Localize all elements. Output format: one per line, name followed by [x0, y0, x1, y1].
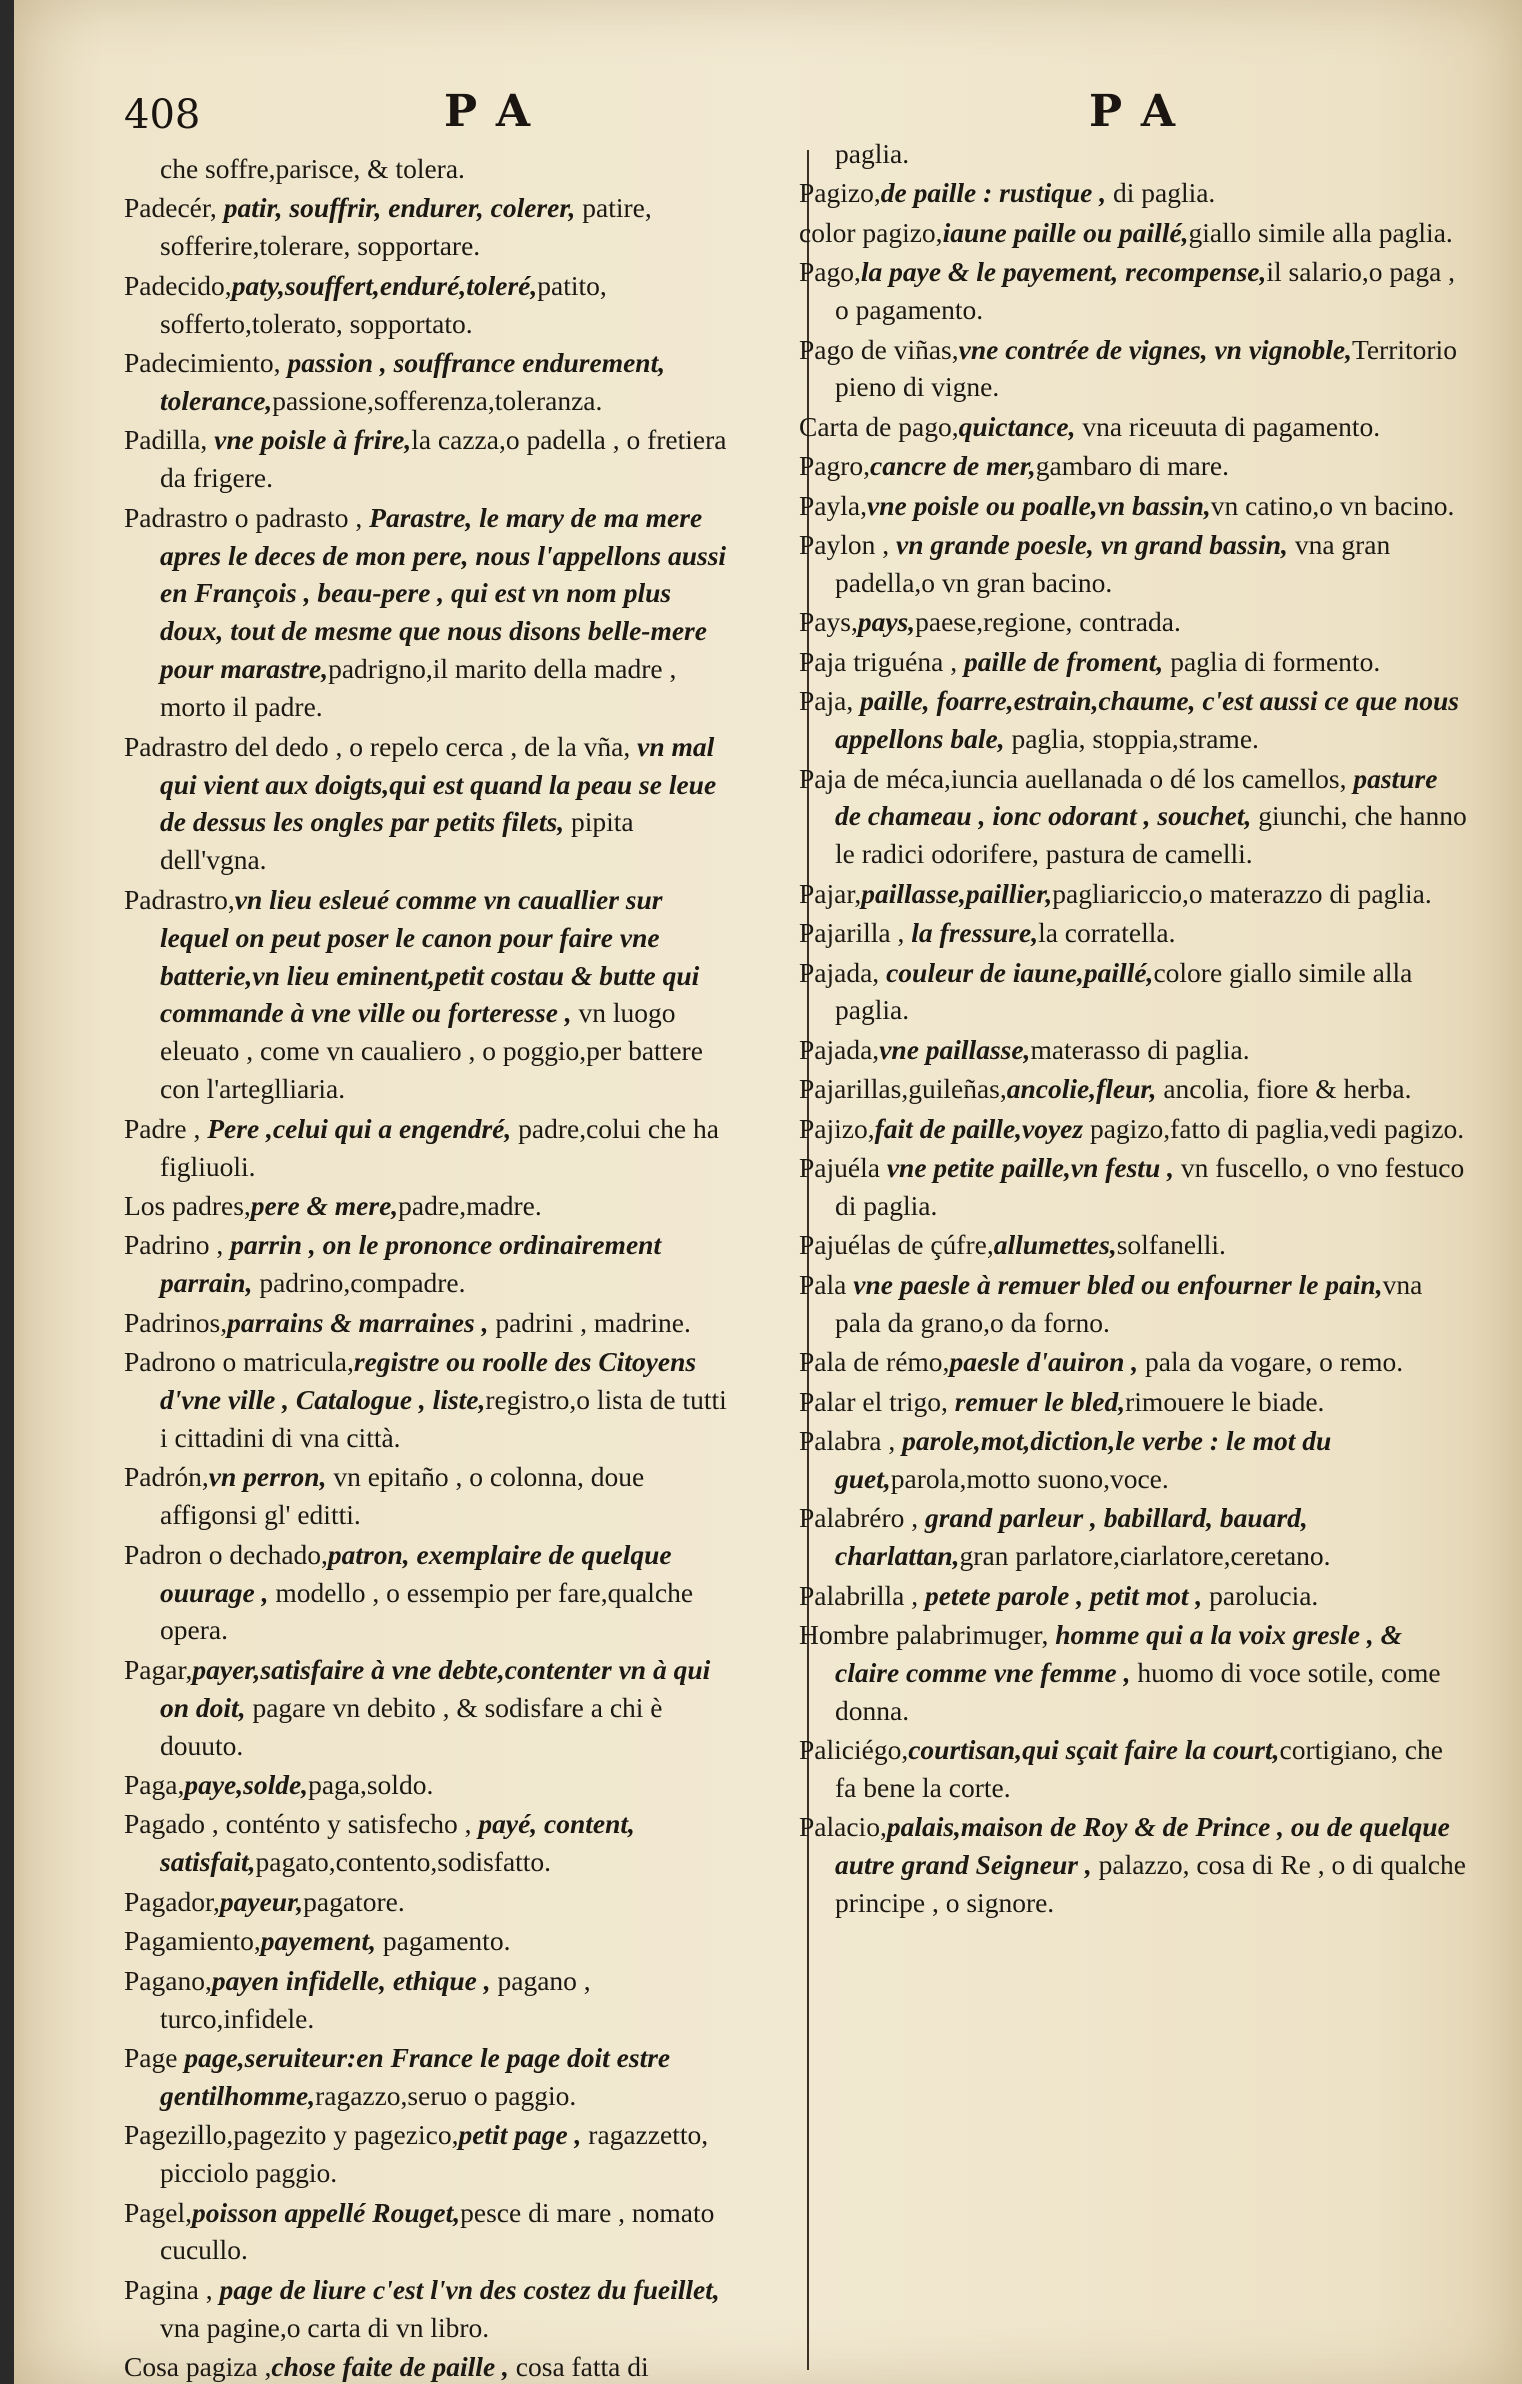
- entry-headword: Pagel,: [124, 2196, 192, 2228]
- entry-italian: pagatore.: [303, 1885, 405, 1917]
- entry-italian: parolucia.: [1209, 1579, 1319, 1611]
- entry-french: chose faite de paille ,: [271, 2351, 516, 2383]
- dictionary-entry: [124, 2116, 729, 2192]
- entry-italian: paglia di formento.: [1170, 645, 1381, 677]
- entry-italian: vna riceuuta di pagamento.: [1082, 410, 1381, 442]
- entry-italian: pala da vogare, o remo.: [1145, 1346, 1404, 1378]
- entry-italian: vn fuscello, o vno festuco di paglia.: [835, 1152, 1465, 1221]
- entry-headword: Pajarilla ,: [799, 917, 912, 949]
- entry-french: homme qui a la voix gresle , & claire comme vne femme ,: [835, 1618, 1403, 1688]
- entry-french: parole,mot,diction,le verbe : le mot du guet,: [835, 1424, 1332, 1494]
- dictionary-entry: [124, 1187, 729, 1225]
- entry-french: vn mal qui vient aux doigts,qui est quand la peau se leue de dessus les ongles par petits filets,: [160, 730, 717, 838]
- dictionary-entry: [799, 1343, 1469, 1381]
- entry-italian: cosa fatta di: [515, 2351, 649, 2383]
- entry-italian: pesce di mare , nomato cucullo.: [160, 2196, 715, 2266]
- entry-french: palais,maison de Roy & de Prince , ou de quelque autre grand Seigneur ,: [835, 1811, 1450, 1881]
- entry-french: paillasse,paillier,: [861, 877, 1053, 909]
- entry-french: patir, souffrir, endurer, colerer,: [223, 192, 583, 224]
- dictionary-entry: [799, 253, 1469, 329]
- entry-headword: Paja triguéna ,: [799, 645, 964, 677]
- entry-french: vn grande poesle, vn grand bassin,: [896, 529, 1295, 561]
- dictionary-entry: [799, 174, 1469, 212]
- entry-french: courtisan,qui sçait faire la court,: [908, 1734, 1280, 1766]
- entry-headword: Paga,: [124, 1769, 185, 1801]
- entry-headword: Pagezillo,pagezito y pagezico,: [124, 2119, 459, 2151]
- entry-headword: Paja de méca,iuncia auellanada o dé los camellos,: [799, 762, 1354, 794]
- entry-headword: Payla,: [799, 489, 867, 521]
- entry-headword: Padecido,: [124, 269, 232, 301]
- entry-headword: Pagano,: [124, 1964, 212, 1996]
- entry-french: page,seruiteur:en France le page doit estre gentilhomme,: [160, 2041, 671, 2111]
- dictionary-entry: [799, 643, 1469, 681]
- entry-french: pasture de chameau , ionc odorant , souchet,: [835, 762, 1438, 832]
- entry-french: patron, exemplaire de quelque ouurage ,: [160, 1538, 672, 1608]
- entry-italian: giunchi, che hanno le radici odorifere, pastura de camelli.: [835, 800, 1467, 870]
- dictionary-entry: [124, 1883, 729, 1921]
- dictionary-entry: [799, 875, 1469, 913]
- entry-french: Parastre, le mary de ma mere apres le deces de mon pere, nous l'appellons aussi en François , beau-pere , qui est vn nom plus doux, tout de mesme que nous disons belle-mere pour marastre,: [160, 501, 727, 685]
- dictionary-entry: [124, 344, 729, 420]
- dictionary-entry: [799, 1577, 1469, 1615]
- dictionary-entry: [799, 1731, 1469, 1807]
- dictionary-entry: [124, 1110, 729, 1186]
- dictionary-entry: [124, 1962, 729, 2038]
- entry-italian: palazzo, cosa di Re , o di qualche principe , o signore.: [835, 1849, 1466, 1919]
- entry-italian: vna pala da grano,o da forno.: [835, 1268, 1423, 1338]
- dictionary-entry: [124, 1922, 729, 1960]
- dictionary-entry: [799, 1149, 1469, 1225]
- dictionary-entry: [799, 1031, 1469, 1069]
- entry-italian: ancolia, fiore & herba.: [1163, 1073, 1412, 1105]
- entry-french: payeur,: [219, 1885, 304, 1917]
- dictionary-entry: [799, 682, 1469, 758]
- entry-french: iaune paille ou paillé,: [942, 216, 1189, 248]
- dictionary-entry: [799, 135, 1469, 173]
- entry-french: registre ou roolle des Citoyens d'vne ville , Catalogue , liste,: [160, 1346, 697, 1415]
- entry-headword: Paylon ,: [799, 529, 897, 561]
- entry-italian: Territorio pieno di vigne.: [835, 333, 1457, 403]
- dictionary-entry: [124, 421, 729, 497]
- entry-french: allumettes,: [993, 1229, 1117, 1261]
- entry-french: pays,: [857, 606, 916, 638]
- entry-french: payement,: [260, 1925, 383, 1957]
- entry-french: paye,solde,: [184, 1769, 309, 1801]
- dictionary-entry: [799, 1266, 1469, 1342]
- entry-headword: Pajarillas,guileñas,: [799, 1073, 1007, 1105]
- entry-french: vne paesle à remuer bled ou enfourner le pain,: [853, 1268, 1383, 1300]
- entry-headword: Pala de rémo,: [799, 1346, 950, 1378]
- entry-italian: vn epitaño , o colonna, doue affigonsi gl' editti.: [160, 1461, 645, 1531]
- entry-headword: Padrinos,: [124, 1306, 228, 1338]
- entry-headword: Pajada,: [799, 956, 887, 988]
- entry-headword: Padecimiento,: [124, 347, 288, 379]
- entry-headword: Pajuélas de çúfre,: [799, 1229, 994, 1261]
- entry-headword: Padecér,: [124, 192, 224, 224]
- entry-italian: pagliariccio,o materazzo di paglia.: [1052, 877, 1432, 909]
- dictionary-entry: [124, 1536, 729, 1650]
- entry-italian: patito, sofferto,tolerato, sopportato.: [160, 269, 607, 339]
- entry-headword: Cosa pagiza ,: [124, 2351, 272, 2383]
- entry-italian: la cazza,o padella , o fretiera da frigere.: [160, 424, 727, 494]
- entry-italian: patire, sofferire,tolerare, sopportare.: [160, 192, 652, 262]
- entry-italian: vn luogo eleuato , come vn caualiero , o poggio,per battere con l'arteglliaria.: [160, 997, 703, 1105]
- entry-headword: Pajuéla: [799, 1152, 887, 1184]
- dictionary-entry: [799, 1499, 1469, 1575]
- entry-italian: huomo di voce sotile, come donna.: [835, 1656, 1441, 1726]
- entry-italian: padrino,compadre.: [259, 1267, 466, 1299]
- page-number: 408: [124, 92, 201, 138]
- entry-headword: Pagizo,: [799, 177, 881, 209]
- entry-italian: pagano , turco,infidele.: [160, 1964, 591, 2034]
- entry-italian: paese,regione, contrada.: [915, 606, 1181, 638]
- entry-italian: pagamento.: [382, 1925, 511, 1957]
- entry-french: vn perron,: [208, 1461, 334, 1493]
- entry-italian: rimouere le biade.: [1125, 1385, 1325, 1417]
- dictionary-entry: [124, 1651, 729, 1765]
- entry-italian: padrigno,il marito della madre , morto il padre.: [160, 653, 677, 723]
- dictionary-entry: [799, 447, 1469, 485]
- entry-french: petit page ,: [458, 2119, 589, 2151]
- entry-headword: Pagina ,: [124, 2273, 220, 2305]
- entry-headword: Padrastro,: [124, 883, 235, 915]
- entry-headword: Padrastro del dedo , o repelo cerca , de la vña,: [124, 730, 638, 762]
- entry-headword: Palabréro ,: [799, 1502, 925, 1534]
- dictionary-entry: [124, 189, 729, 265]
- entry-headword: Hombre palabrimuger,: [799, 1618, 1056, 1650]
- entry-headword: Pago de viñas,: [799, 333, 959, 365]
- entry-headword: Pagro,: [799, 450, 871, 482]
- entry-french: ancolie,fleur,: [1006, 1073, 1164, 1105]
- entry-french: vne poisle à frire,: [214, 424, 412, 456]
- entry-french: paille, foarre,estrain,chaume, c'est aussi ce que nous appellons bale,: [835, 685, 1460, 755]
- entry-italian: pagizo,fatto di paglia,vedi pagizo.: [1089, 1112, 1465, 1144]
- entry-french: parrains & marraines ,: [227, 1306, 496, 1338]
- entry-italian: cortigiano, che fa bene la corte.: [835, 1734, 1443, 1804]
- entry-french: payer,satisfaire à vne debte,contenter vn à qui on doit,: [160, 1653, 711, 1723]
- entry-headword: Palabra ,: [799, 1424, 903, 1456]
- entry-italian: registro,o lista de tutti i cittadini di vna città.: [160, 1384, 727, 1453]
- running-head-right: PA: [1089, 86, 1198, 137]
- dictionary-page: [14, 0, 1522, 2384]
- entry-italian: ragazzo,seruo o paggio.: [315, 2079, 577, 2111]
- entry-headword: Palabrilla ,: [799, 1579, 926, 1611]
- running-head-left: PA: [444, 86, 553, 137]
- entry-headword: Pajada,: [799, 1033, 880, 1065]
- entry-french: de paille : rustique ,: [880, 177, 1113, 209]
- entry-headword: Palacio,: [799, 1811, 887, 1843]
- dictionary-entry: [124, 728, 729, 880]
- dictionary-entry: [124, 499, 729, 726]
- entry-french: la paye & le payement, recompense,: [860, 256, 1267, 288]
- entry-french: payé, content, satisfait,: [160, 1808, 635, 1878]
- dictionary-entry: [124, 2271, 729, 2347]
- dictionary-entry: [799, 1070, 1469, 1108]
- dictionary-entry: [124, 1766, 729, 1804]
- dictionary-entry: [124, 2039, 729, 2115]
- entry-french: vne paillasse,: [879, 1033, 1031, 1065]
- dictionary-entry: [799, 1616, 1469, 1730]
- entry-italian: il salario,o paga , o pagamento.: [835, 256, 1456, 326]
- dictionary-entry: [124, 1458, 729, 1534]
- entry-headword: Pagar,: [124, 1653, 193, 1685]
- entry-italian: colore giallo simile alla paglia.: [835, 956, 1413, 1026]
- entry-french: payen infidelle, ethique ,: [211, 1964, 498, 1996]
- entry-french: couleur de iaune,paillé,: [886, 956, 1154, 988]
- entry-headword: Padrino ,: [124, 1229, 231, 1261]
- entry-headword: Pajar,: [799, 877, 862, 909]
- entry-italian: gambaro di mare.: [1035, 450, 1229, 482]
- entry-italian: passione,sofferenza,toleranza.: [272, 384, 603, 416]
- dictionary-entry: [124, 1343, 729, 1457]
- entry-headword: Pagador,: [124, 1885, 220, 1917]
- entry-french: vne petite paille,vn festu ,: [886, 1152, 1181, 1184]
- entry-italian: paglia, stoppia,strame.: [1011, 723, 1259, 755]
- dictionary-entry: [799, 526, 1469, 602]
- entry-french: passion , souffrance endurement, tolerance,: [160, 347, 666, 416]
- entry-italian: di paglia.: [1112, 177, 1216, 209]
- right-column: [799, 135, 1469, 1924]
- entry-italian: ragazzetto, picciolo paggio.: [160, 2119, 709, 2189]
- entry-headword: Pays,: [799, 606, 858, 638]
- entry-french: la fressure,: [911, 917, 1039, 949]
- entry-italian: vn catino,o vn bacino.: [1210, 489, 1455, 521]
- dictionary-entry: [799, 954, 1469, 1030]
- entry-italian: materasso di paglia.: [1030, 1033, 1250, 1065]
- entry-french: pere & mere,: [250, 1189, 399, 1221]
- entry-italian: paglia.: [835, 138, 910, 169]
- dictionary-entry: [124, 1304, 729, 1342]
- entry-headword: Pala: [799, 1268, 854, 1300]
- dictionary-entry: [799, 331, 1469, 407]
- entry-headword: Los padres,: [124, 1189, 251, 1221]
- entry-french: grand parleur , babillard, bauard, charlattan,: [835, 1502, 1308, 1572]
- entry-french: cancre de mer,: [870, 450, 1036, 482]
- entry-headword: Pago,: [799, 256, 861, 288]
- entry-italian: modello , o essempio per fare,qualche opera.: [160, 1576, 694, 1646]
- dictionary-entry: [124, 1805, 729, 1881]
- entry-italian: pagare vn debito , & sodisfare a chi è douuto.: [160, 1691, 663, 1761]
- entry-french: parrin , on le prononce ordinairement parrain,: [160, 1229, 662, 1299]
- dictionary-entry: [799, 1226, 1469, 1264]
- entry-italian: pagato,contento,sodisfatto.: [255, 1846, 552, 1878]
- entry-headword: Carta de pago,: [799, 410, 959, 442]
- dictionary-entry: [124, 267, 729, 343]
- entry-french: vne contrée de vignes, vn vignoble,: [958, 333, 1352, 365]
- dictionary-entry: [799, 1383, 1469, 1421]
- entry-headword: Padrono o matricula,: [124, 1346, 354, 1378]
- entry-headword: Padrón,: [124, 1461, 209, 1493]
- entry-headword: Pagamiento,: [124, 1925, 261, 1957]
- entry-french: vn lieu esleué comme vn cauallier sur lequel on peut poser le canon pour faire vne batterie,vn lieu eminent,petit costau & butte qui commande à vne ville ou forteresse ,: [160, 883, 700, 1029]
- entry-headword: Padilla,: [124, 424, 215, 456]
- entry-french: quictance,: [958, 410, 1083, 442]
- entry-french: fait de paille,voyez: [874, 1112, 1090, 1144]
- dictionary-entry: [124, 150, 729, 188]
- left-column: [124, 150, 729, 2384]
- entry-headword: Padron o dechado,: [124, 1538, 328, 1570]
- dictionary-entry: [799, 1808, 1469, 1922]
- entry-headword: color pagizo,: [799, 216, 943, 248]
- entry-italian: che soffre,parisce, & tolera.: [160, 153, 465, 184]
- entry-french: paesle d'auiron ,: [949, 1346, 1146, 1378]
- dictionary-entry: [124, 2194, 729, 2270]
- entry-headword: Padrastro o padrasto ,: [124, 501, 370, 533]
- entry-headword: Page: [124, 2041, 185, 2073]
- dictionary-entry: [799, 914, 1469, 952]
- entry-french: vne poisle ou poalle,vn bassin,: [866, 489, 1211, 521]
- entry-italian: giallo simile alla paglia.: [1188, 216, 1453, 248]
- entry-french: petete parole , petit mot ,: [925, 1579, 1210, 1611]
- entry-headword: Palar el trigo,: [799, 1385, 955, 1417]
- dictionary-entry: [799, 408, 1469, 446]
- entry-headword: Paja,: [799, 685, 861, 717]
- entry-french: remuer le bled,: [954, 1385, 1126, 1417]
- entry-italian: gran parlatore,ciarlatore,ceretano.: [959, 1540, 1331, 1572]
- entry-french: paille de froment,: [963, 645, 1171, 677]
- entry-italian: vna pagine,o carta di vn libro.: [160, 2311, 490, 2343]
- dictionary-entry: [124, 1226, 729, 1302]
- entry-headword: Padre ,: [124, 1112, 208, 1144]
- entry-french: page de liure c'est l'vn des costez du fueillet,: [219, 2273, 720, 2305]
- dictionary-entry: [799, 603, 1469, 641]
- entry-italian: padrini , madrine.: [495, 1306, 691, 1338]
- dictionary-entry: [799, 487, 1469, 525]
- dictionary-entry: [799, 760, 1469, 874]
- entry-headword: Paliciégo,: [799, 1734, 909, 1766]
- entry-italian: padre,madre.: [398, 1189, 542, 1221]
- entry-french: poisson appellé Rouget,: [191, 2196, 461, 2228]
- entry-french: Pere ,celui qui a engendré,: [207, 1112, 519, 1144]
- dictionary-entry: [799, 214, 1469, 252]
- dictionary-entry: [124, 2348, 729, 2384]
- entry-italian: padre,colui che ha figliuoli.: [160, 1112, 719, 1182]
- entry-italian: la corratella.: [1038, 917, 1176, 949]
- entry-french: paty,souffert,enduré,toleré,: [231, 269, 538, 301]
- dictionary-entry: [799, 1422, 1469, 1498]
- entry-italian: vna gran padella,o vn gran bacino.: [835, 529, 1391, 598]
- entry-headword: Pagado , conténto y satisfecho ,: [124, 1808, 479, 1840]
- entry-italian: pipita dell'vgna.: [160, 806, 634, 876]
- entry-italian: solfanelli.: [1116, 1229, 1226, 1261]
- entry-italian: parola,motto suono,voce.: [890, 1462, 1169, 1494]
- entry-headword: Pajizo,: [799, 1112, 875, 1144]
- dictionary-entry: [124, 881, 729, 1108]
- entry-italian: paga,soldo.: [308, 1769, 434, 1801]
- dictionary-entry: [799, 1110, 1469, 1148]
